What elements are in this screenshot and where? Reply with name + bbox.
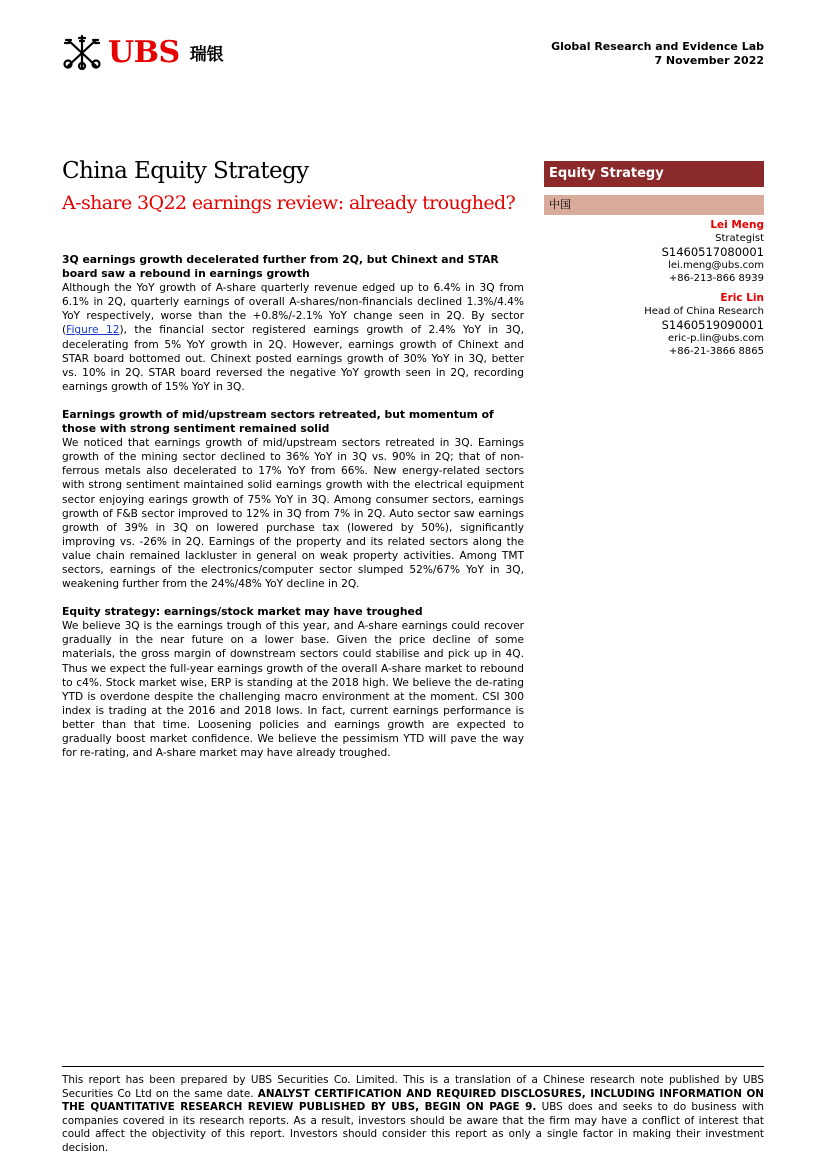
analyst-id: S1460519090001: [661, 318, 764, 332]
section-body: [62, 281, 524, 394]
body-text: ), the financial sector registered earnings growth of 2.4% YoY in 3Q, decelerating from 5% YoY growth in 2Q. However, earnings growth of Chinext and STAR board bottomed out. Chinext posted earnings growth of 30% YoY in 3Q, better vs. 10% in 2Q. STAR board reversed the negative YoY growth seen in 2Q, recording earnings growth of 15% YoY in 3Q.: [62, 324, 524, 393]
main-content: [62, 253, 524, 774]
report-date: 7 November 2022: [654, 54, 764, 67]
logo-text: UBS: [108, 34, 180, 70]
section-heading: Earnings growth of mid/upstream sectors retreated, but momentum of those with strong sentiment remained solid: [62, 407, 494, 436]
analyst-card: [544, 292, 764, 358]
footer-disclosure-notice: ANALYST CERTIFICATION AND REQUIRED DISCLOSURES, INCLUDING INFORMATION ON THE QUANTITATIVE RESEARCH REVIEW PUBLISHED BY UBS, BEGIN ON PAGE 9.: [62, 1087, 764, 1114]
analyst-phone: +86-21-3866 8865: [668, 346, 764, 357]
analyst-phone: +86-213-866 8939: [668, 273, 764, 284]
figure-link[interactable]: Figure 12: [66, 324, 120, 337]
analyst-email[interactable]: eric-p.lin@ubs.com: [667, 333, 764, 344]
keys-logo-icon: [62, 34, 102, 70]
section-body: We believe 3Q is the earnings trough of this year, and A-share earnings could recover gradually in the near future on a lower base. Given the price decline of some materials, the gross margin of downstream sectors could stabilise and pick up in 4Q. Thus we expect the full-year earnings growth of the overall A-share market to rebound to c4%. Stock market wise, ERP is standing at the 2018 high. We believe the de-rating YTD is overdone despite the challenging macro environment at the moment. CSI 300 index is trading at the 2016 and 2018 lows. In fact, current earnings performance is better than that time. Loosening policies and earnings growth are expected to gradually boost market confidence. We believe the pessimism YTD will pave the way for re-rating, and A-share market may have already troughed.: [62, 620, 524, 760]
sidebar: [544, 161, 764, 358]
analyst-name: Lei Meng: [710, 219, 764, 231]
region-band: 中国: [544, 195, 764, 215]
footer-divider: [62, 1066, 764, 1067]
division-name: Global Research and Evidence Lab: [551, 40, 764, 53]
analyst-name: Eric Lin: [720, 292, 764, 304]
section-body: We noticed that earnings growth of mid/upstream sectors retreated in 3Q. Earnings growth of the mining sector declined to 36% YoY in 3Q vs. 90% in 2Q; that of non-ferrous metals also decelerated to 17% YoY from 66%. New energy-related sectors with strong sentiment maintained solid earnings growth with the electrical equipment sector enjoying earings growth of 75% YoY in 3Q. Among consumer sectors, earnings growth of F&B sector improved to 12% in 3Q from 7% in 2Q. Auto sector saw earnings growth of 39% in 3Q on lowered purchase tax (lowered by 50%), significantly improving vs. -26% in 2Q. Earnings of the property and its related sectors along the value chain remained lackluster in general on weak property activities. Among TMT sectors, earnings of the electronics/computer sector slumped 52%/67% YoY in 3Q, weakening further from the 24%/48% YoY decline in 2Q.: [62, 437, 524, 591]
ubs-logo: [62, 34, 224, 70]
analyst-role: Strategist: [715, 233, 764, 244]
report-header-info: [551, 40, 764, 68]
analyst-email[interactable]: lei.meng@ubs.com: [668, 260, 764, 271]
section-heading: Equity strategy: earnings/stock market may have troughed: [62, 605, 423, 619]
category-band: Equity Strategy: [544, 161, 764, 187]
body-text: Although the YoY growth of A-share quarterly revenue edged up to 6.4% in 3Q from 6.1% in 2Q, quarterly earnings of overall A-shares/non-financials declined 1.3%/4.4% YoY respectively, worse than the +0.8%/-2.1% YoY change seen in 2Q. By sector (: [62, 282, 524, 337]
analyst-role: Head of China Research: [644, 306, 764, 317]
footer-text: This report has been prepared by UBS Securities Co. Limited. This is a translation of a Chinese research note published by UBS Securities Co Ltd on the same date.: [62, 1074, 764, 1100]
logo-chinese-text: 瑞银: [189, 44, 224, 65]
report-title: China Equity Strategy: [62, 158, 309, 184]
report-subtitle: A-share 3Q22 earnings review: already troughed?: [62, 192, 516, 214]
analyst-id: S1460517080001: [661, 245, 764, 259]
disclaimer-footer: [62, 1074, 764, 1156]
section-heading: 3Q earnings growth decelerated further from 2Q, but Chinext and STAR board saw a rebound in earnings growth: [62, 253, 499, 281]
analyst-card: [544, 219, 764, 285]
footer-text: UBS does and seeks to do business with companies covered in its research reports. As a result, investors should be aware that the firm may have a conflict of interest that could affect the objectivity of this report. Investors should consider this report as only a single factor in making their investment decision.: [62, 1101, 764, 1154]
